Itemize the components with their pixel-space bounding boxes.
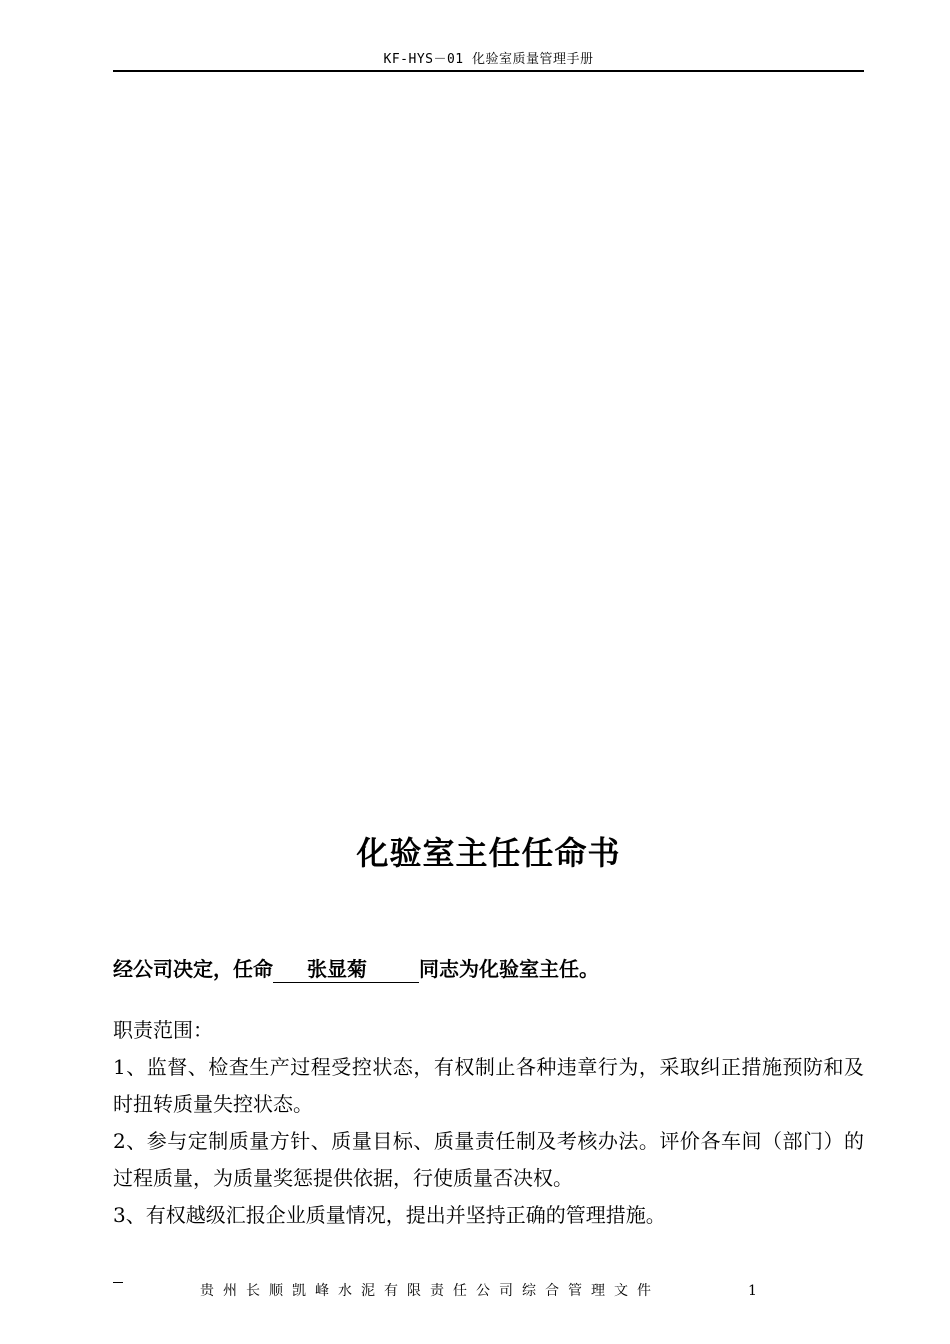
duties-heading: 职责范围： (113, 1018, 213, 1042)
appointment-suffix: 同志为化验室主任。 (419, 957, 599, 981)
footer-dash (113, 1282, 123, 1283)
page-header: KF-HYS－01 化验室质量管理手册 (383, 52, 594, 67)
duties-section (113, 1012, 864, 1234)
appointment-prefix: 经公司决定，任命 (113, 957, 273, 981)
appointment-statement (113, 952, 864, 986)
page-footer: 贵州长顺凯峰水泥有限责任公司综合管理文件 (200, 1283, 660, 1299)
header-rule (113, 70, 864, 72)
duty-item: 2、参与定制质量方针、质量目标、质量责任制及考核办法。评价各车间（部门）的过程质量，为质量奖惩提供依据，行使质量否决权。 (113, 1129, 864, 1190)
appointee-name: 张显菊 (273, 956, 419, 983)
duty-item: 3、有权越级汇报企业质量情况，提出并坚持正确的管理措施。 (113, 1203, 666, 1227)
document-title: 化验室主任任命书 (356, 834, 621, 872)
duty-item: 1、监督、检查生产过程受控状态，有权制止各种违章行为，采取纠正措施预防和及时扭转质量失控状态。 (113, 1055, 864, 1116)
page-number: 1 (748, 1283, 757, 1299)
